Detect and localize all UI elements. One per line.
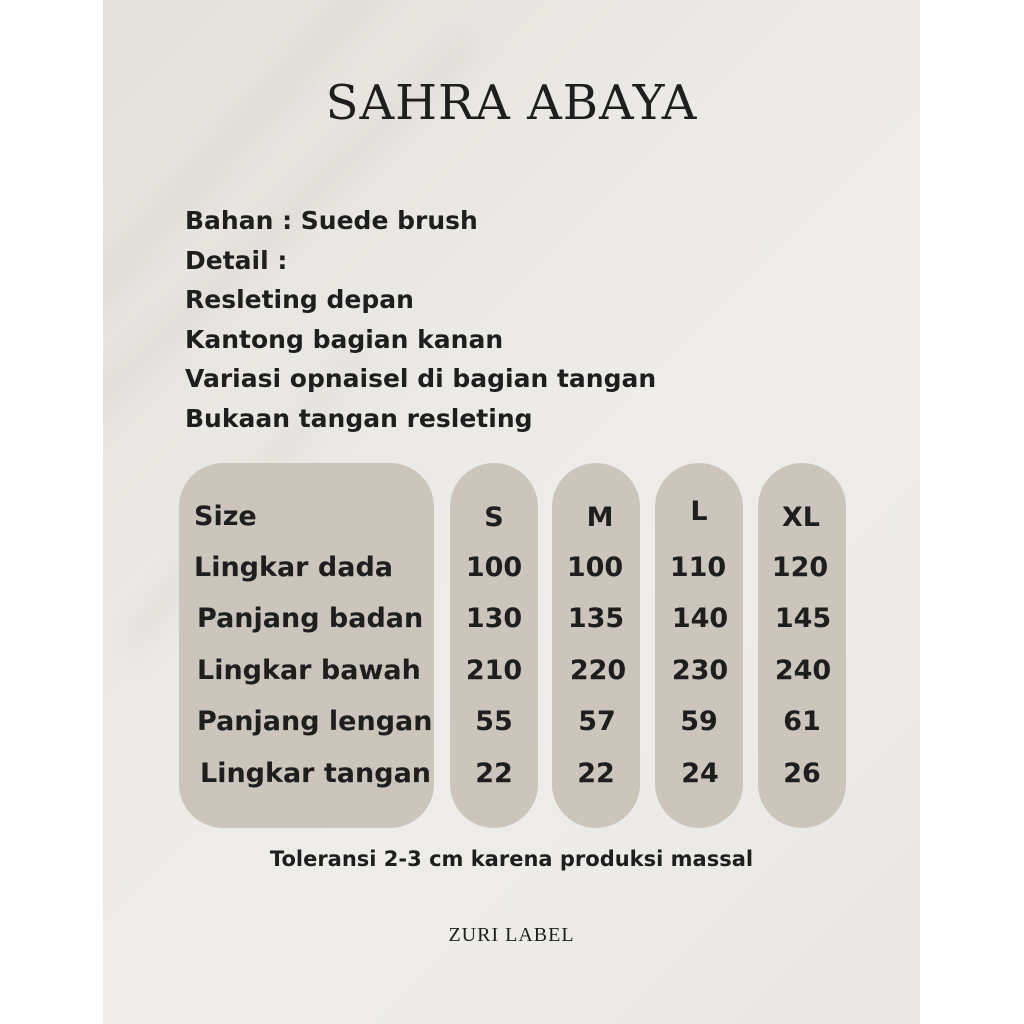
table-cell: 110 — [669, 552, 727, 583]
table-cell: 59 — [680, 706, 718, 737]
size-header: M — [586, 502, 614, 533]
brand-label: ZURI LABEL — [448, 924, 575, 946]
table-cell: 26 — [783, 758, 821, 789]
detail-line: Kantong bagian kanan — [185, 324, 504, 354]
detail-line: Resleting depan — [185, 285, 414, 314]
product-title: SAHRA ABAYA — [325, 75, 698, 131]
table-cell: 100 — [465, 552, 523, 583]
table-cell: 57 — [578, 706, 616, 737]
row-label: Panjang badan — [197, 603, 424, 634]
table-cell: 240 — [774, 655, 832, 686]
table-cell: 220 — [569, 655, 627, 686]
product-card — [103, 0, 920, 1024]
table-cell: 24 — [681, 758, 719, 789]
product-details — [185, 201, 656, 438]
detail-line: Detail : — [185, 245, 288, 275]
table-cell: 55 — [475, 706, 513, 737]
size-header: XL — [781, 502, 821, 533]
table-cell: 61 — [783, 706, 821, 737]
row-label: Lingkar bawah — [197, 655, 421, 686]
size-header: L — [690, 496, 708, 527]
table-cell: 22 — [577, 758, 615, 789]
detail-line: Bahan : Suede brush — [185, 206, 478, 235]
row-label: Panjang lengan — [197, 706, 433, 737]
table-cell: 210 — [465, 655, 523, 686]
table-cell: 100 — [566, 552, 624, 583]
table-cell: 22 — [475, 758, 513, 789]
table-cell: 130 — [465, 603, 523, 634]
tolerance-note: Toleransi 2-3 cm karena produksi massal — [269, 847, 754, 871]
table-cell: 140 — [671, 603, 729, 634]
detail-line: Bukaan tangan resleting — [185, 403, 533, 433]
table-cell: 145 — [774, 603, 832, 634]
size-header: S — [484, 502, 504, 533]
table-cell: 230 — [671, 655, 729, 686]
table-cell: 120 — [771, 552, 829, 583]
row-label: Lingkar tangan — [200, 758, 432, 789]
size-header-label: Size — [194, 501, 257, 532]
detail-line: Variasi opnaisel di bagian tangan — [185, 364, 657, 393]
row-label: Lingkar dada — [194, 552, 393, 583]
table-cell: 135 — [567, 603, 625, 634]
